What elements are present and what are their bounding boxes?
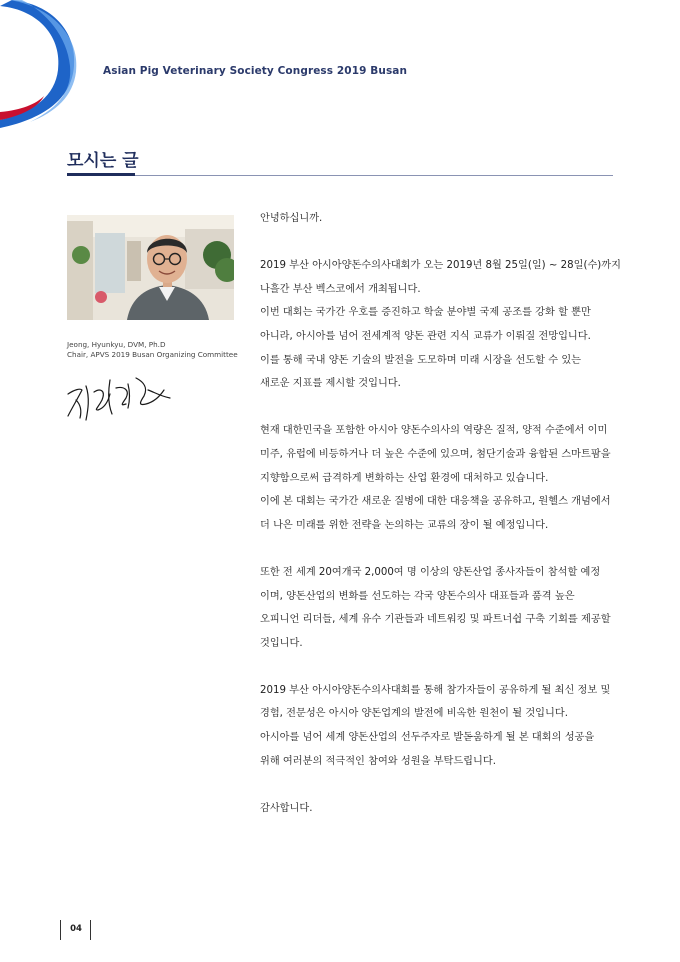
section-title: 모시는 글 <box>67 151 139 171</box>
letter-line: 경험, 전문성은 아시아 양돈업계의 발전에 비옥한 원천이 될 것입니다. <box>260 708 568 720</box>
title-divider <box>67 175 613 176</box>
page-number: 04 <box>70 924 82 934</box>
page-number-right-bar <box>90 920 91 940</box>
letter-body <box>260 207 621 820</box>
chair-portrait-photo <box>67 215 234 320</box>
letter-line: 아시아를 넘어 세계 양돈산업의 선두주자로 발돋움하게 될 본 대회의 성공을 <box>260 732 595 744</box>
closing: 감사합니다. <box>260 802 313 814</box>
letter-line: 새로운 지표를 제시할 것입니다. <box>260 378 401 390</box>
corner-swoosh-decoration <box>0 0 110 130</box>
letter-line: 현재 대한민국을 포함한 아시아 양돈수의사의 역량은 질적, 양적 수준에서 이미 <box>260 425 608 437</box>
letter-line: 또한 전 세계 20여개국 2,000여 명 이상의 양돈산업 종사자들이 참석할 예정 <box>260 566 601 578</box>
author-name: Jeong, Hyunkyu, DVM, Ph.D <box>67 340 166 349</box>
letter-line: 이를 통해 국내 양돈 기술의 발전을 도모하며 미래 시장을 선도할 수 있는 <box>260 354 582 366</box>
letter-line: 아니라, 아시아를 넘어 전세계적 양돈 관련 지식 교류가 이뤄질 전망입니다. <box>260 330 591 342</box>
letter-line: 이번 대회는 국가간 우호를 증진하고 학술 분야별 국제 공조를 강화 할 뿐만 <box>260 307 591 319</box>
greeting: 안녕하십니까. <box>260 213 323 224</box>
letter-line: 미주, 유럽에 비등하거나 더 높은 수준에 있으며, 첨단기술과 융합된 스마트팜을 <box>260 448 611 460</box>
signature-image <box>64 370 174 422</box>
page-number-left-bar <box>60 920 61 940</box>
author-caption <box>67 340 247 360</box>
letter-line: 2019 부산 아시아양돈수의사대회를 통해 참가자들이 공유하게 될 최신 정보 및 <box>260 684 611 696</box>
letter-line: 2019 부산 아시아양돈수의사대회가 오는 2019년 8월 25일(일) ~ 28일(수)까지 <box>260 260 621 272</box>
letter-line: 이며, 양돈산업의 변화를 선도하는 각국 양돈수의사 대표들과 품격 높은 <box>260 590 575 602</box>
letter-line: 위해 여러분의 적극적인 참여와 성원을 부탁드립니다. <box>260 755 496 767</box>
letter-line: 이에 본 대회는 국가간 새로운 질병에 대한 대응책을 공유하고, 원헬스 개념에서 <box>260 496 611 508</box>
letter-line: 나흘간 부산 벡스코에서 개최됩니다. <box>260 283 421 295</box>
letter-line: 오피니언 리더들, 세계 유수 기관들과 네트워킹 및 파트너쉽 구축 기회를 제공할 <box>260 614 611 626</box>
letter-line: 것입니다. <box>260 637 303 649</box>
letter-line: 더 나은 미래를 위한 전략을 논의하는 교류의 장이 될 예정입니다. <box>260 519 549 531</box>
author-role: Chair, APVS 2019 Busan Organizing Committee <box>67 350 238 359</box>
letter-line: 지향함으로써 급격하게 변화하는 산업 환경에 대처하고 있습니다. <box>260 472 549 484</box>
title-divider-accent <box>67 173 135 176</box>
congress-header: Asian Pig Veterinary Society Congress 2019 Busan <box>103 65 408 77</box>
